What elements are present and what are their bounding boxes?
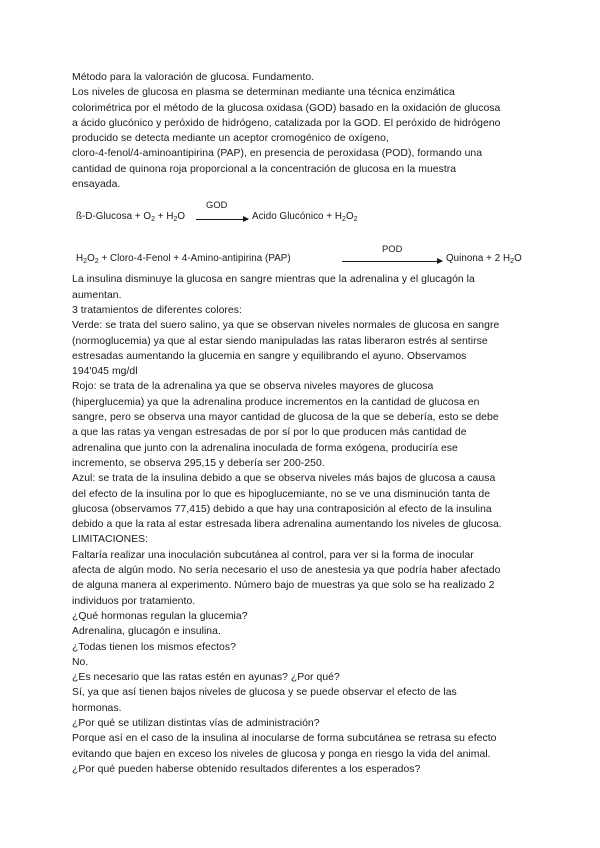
body-line: de alguna manera al experimento. Número bajo de muestras ya que solo se ha realizado 2 xyxy=(72,580,495,592)
answer-line: Sí, ya que así tienen bajos niveles de glucosa y se puede observar el efecto de las xyxy=(72,687,457,699)
body-text xyxy=(72,272,532,777)
body-line: 3 tratamientos de diferentes colores: xyxy=(72,304,242,316)
intro-line: cantidad de quinona roja proporcional a la concentración de glucosa en la muestra xyxy=(72,163,457,175)
body-line: a que las ratas ya vengan estresadas de por sí por lo que producen más cantidad de xyxy=(72,427,467,439)
answer-line: Adrenalina, glucagón e insulina. xyxy=(72,626,221,638)
equation-2-products: Quinona + 2 $H_2O$ xyxy=(446,253,522,266)
equation-1-products: Acido Glucónico + $H_2O_2$ xyxy=(252,211,358,224)
intro-line: cloro-4-fenol/4-aminoantipirina (PAP), en presencia de peroxidasa (POD), formando una xyxy=(72,148,483,160)
answer-line: hormonas. xyxy=(72,702,122,714)
treatment-red-line: Rojo: se trata de la adrenalina ya que se observa niveles mayores de glucosa xyxy=(72,381,434,393)
body-line: (hiperglucemia) ya que la adrenalina produce incrementos en la cantidad de glucosa en xyxy=(72,396,480,408)
body-line: Faltaría realizar una inoculación subcutánea al control, para ver si la forma de inocular xyxy=(72,549,474,561)
body-line: sangre, pero se observa una mayor cantidad de glucosa de la que se debería, esto se debe xyxy=(72,412,499,424)
equation-glucose-oxidase xyxy=(72,192,532,230)
answer-line: Porque así en el caso de la insulina al inocularse de forma subcutánea se retrasa su efecto xyxy=(72,733,497,745)
body-line: afecta de algún modo. No sería necesario el uso de anestesia ya que podría haber afectado xyxy=(72,565,501,577)
reaction-arrow-icon xyxy=(196,219,248,220)
treatment-green-line: Verde: se trata del suero salino, ya que se observan niveles normales de glucosa en sangre xyxy=(72,320,500,332)
answer-line: No. xyxy=(72,656,89,668)
question-line: ¿Por qué pueden haberse obtenido resultados diferentes a los esperados? xyxy=(72,763,421,775)
intro-line: ensayada. xyxy=(72,179,121,191)
document-page xyxy=(72,70,532,777)
body-line: individuos por tratamiento. xyxy=(72,595,196,607)
intro-line: Los niveles de glucosa en plasma se determinan mediante una técnica enzimática xyxy=(72,87,455,99)
document-title: Método para la valoración de glucosa. Fundamento. xyxy=(72,72,315,83)
intro-line: a ácido glucónico y peróxido de hidrógeno, catalizada por la GOD. El peróxido de hidrógeno xyxy=(72,117,501,129)
equation-1-catalyst: GOD xyxy=(206,199,228,211)
equation-2-catalyst: POD xyxy=(382,243,403,255)
limitations-heading: LIMITACIONES: xyxy=(72,534,149,546)
question-line: ¿Todas tienen los mismos efectos? xyxy=(72,641,236,653)
reaction-arrow-icon xyxy=(342,261,442,262)
body-line: estresadas aumentando la glucemia en sangre y equilibrando el ayuno. Observamos xyxy=(72,350,467,362)
intro-line: producido se detecta mediante un aceptor cromogénico de oxígeno, xyxy=(72,133,389,145)
question-line: ¿Por qué se utilizan distintas vías de administración? xyxy=(72,717,320,729)
question-line: ¿Qué hormonas regulan la glucemia? xyxy=(72,610,248,622)
body-line: (normoglucemia) ya que al estar siendo manipuladas las ratas liberaron estrés al sentirse xyxy=(72,335,488,347)
body-line: glucosa (observamos 77,415) debido a que hay una contraposición al efecto de la insulina xyxy=(72,503,492,515)
intro-paragraph xyxy=(72,85,532,192)
equation-2-reactants: $H_2O_2$ + Cloro-4-Fenol + 4-Amino-antipirina (PAP) xyxy=(76,253,291,266)
equation-1-reactants: ß-D-Glucosa + $O_2 + H_2O$ xyxy=(76,211,186,224)
answer-line: evitando que bajen en exceso los niveles de glucosa y ponga en riesgo la vida del animal. xyxy=(72,748,491,760)
body-line: aumentan. xyxy=(72,289,122,301)
body-line: del efecto de la insulina por lo que es hipoglucemiante, no se ve una disminución tanta de xyxy=(72,488,491,500)
body-line: La insulina disminuye la glucosa en sangre mientras que la adrenalina y el glucagón la xyxy=(72,274,475,286)
question-line: ¿Es necesario que las ratas estén en ayunas? ¿Por qué? xyxy=(72,672,340,684)
intro-line: colorimétrica por el método de la glucosa oxidasa (GOD) basado en la oxidación de glucosa xyxy=(72,102,501,114)
body-line: incremento, se observa 295,15 y debería ser 200-250. xyxy=(72,457,325,469)
body-line: debido a que la rata al estar estresada libera adrenalina aumentando los niveles de glucosa. xyxy=(72,519,502,531)
body-line: adrenalina que junto con la adrenalina inoculada de forma exógena, produciría ese xyxy=(72,442,458,454)
equation-peroxidase xyxy=(72,230,532,272)
body-line: 194'045 mg/dl xyxy=(72,366,138,378)
treatment-blue-line: Azul: se trata de la insulina debido a que se observa niveles más bajos de glucosa a causa xyxy=(72,473,496,485)
